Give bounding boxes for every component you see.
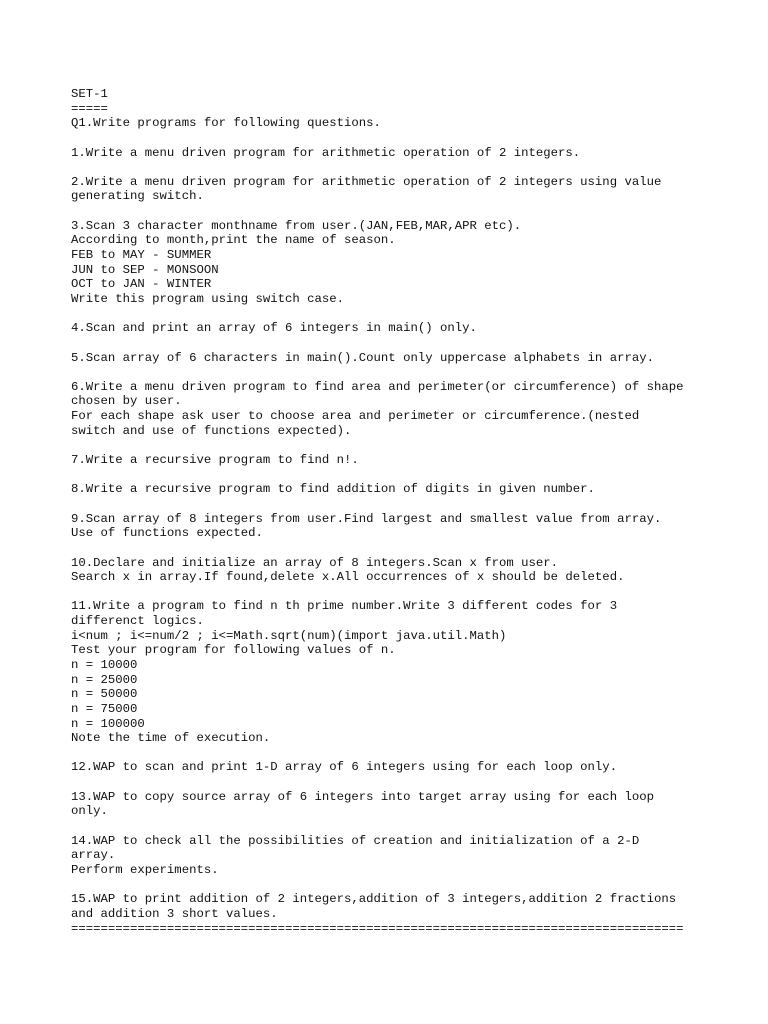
text-line <box>71 307 731 322</box>
text-line <box>71 468 731 483</box>
text-line: 2.Write a menu driven program for arithmetic operation of 2 integers using value <box>71 174 662 189</box>
text-line: switch and use of functions expected). <box>71 423 352 438</box>
text-line: generating switch. <box>71 189 204 204</box>
text-line: =================================================================================== <box>71 921 684 936</box>
text-line: SET-1 <box>71 87 108 101</box>
text-line <box>71 365 731 380</box>
text-line: ===== <box>71 101 108 116</box>
text-line: 4.Scan and print an array of 6 integers in main() only. <box>71 321 477 336</box>
text-line: FEB to MAY - SUMMER <box>71 248 212 263</box>
text-line: Perform experiments. <box>71 862 219 877</box>
text-line: 12.WAP to scan and print 1-D array of 6 integers using for each loop only. <box>71 760 618 775</box>
text-line: Use of functions expected. <box>71 526 263 541</box>
text-line: For each shape ask user to choose area and perimeter or circumference.(nested <box>71 409 640 424</box>
text-line: JUN to SEP - MONSOON <box>71 262 219 277</box>
text-line: Write this program using switch case. <box>71 291 345 306</box>
text-line: According to month,print the name of season. <box>71 233 396 248</box>
text-line: 5.Scan array of 6 characters in main().Count only uppercase alphabets in array. <box>71 350 654 365</box>
text-line: n = 100000 <box>71 716 145 731</box>
document-body <box>71 87 731 936</box>
text-line: n = 10000 <box>71 657 138 672</box>
text-line: 8.Write a recursive program to find addition of digits in given number. <box>71 482 595 497</box>
text-line <box>71 819 731 834</box>
text-line <box>71 497 731 512</box>
text-line: n = 50000 <box>71 687 138 702</box>
text-line <box>71 160 731 175</box>
text-line <box>71 775 731 790</box>
text-line: Test your program for following values of n. <box>71 643 396 658</box>
text-line: i<num ; i<=num/2 ; i<=Math.sqrt(num)(import java.util.Math) <box>71 628 507 643</box>
text-line: 13.WAP to copy source array of 6 integers into target array using for each loop <box>71 789 654 804</box>
text-line <box>71 438 731 453</box>
text-line: Note the time of execution. <box>71 731 271 746</box>
text-line <box>71 204 731 219</box>
text-line <box>71 746 731 761</box>
text-line: differenct logics. <box>71 614 204 629</box>
text-line <box>71 541 731 556</box>
text-line: n = 75000 <box>71 701 138 716</box>
text-line: 15.WAP to print addition of 2 integers,addition of 3 integers,addition 2 fractions <box>71 892 677 907</box>
text-line: Search x in array.If found,delete x.All occurrences of x should be deleted. <box>71 570 625 585</box>
text-line: and addition 3 short values. <box>71 906 278 921</box>
text-line: 1.Write a menu driven program for arithmetic operation of 2 integers. <box>71 145 581 160</box>
text-line: Q1.Write programs for following questions. <box>71 116 381 131</box>
text-line: 6.Write a menu driven program to find area and perimeter(or circumference) of shape <box>71 379 684 394</box>
text-line <box>71 585 731 600</box>
text-line: chosen by user. <box>71 394 182 409</box>
text-line: 7.Write a recursive program to find n!. <box>71 453 359 468</box>
text-line: 3.Scan 3 character monthname from user.(JAN,FEB,MAR,APR etc). <box>71 218 522 233</box>
text-line: 10.Declare and initialize an array of 8 integers.Scan x from user. <box>71 555 559 570</box>
text-line: only. <box>71 804 108 819</box>
text-line <box>71 131 731 146</box>
text-line <box>71 336 731 351</box>
text-line: OCT to JAN - WINTER <box>71 277 212 292</box>
text-line <box>71 878 731 893</box>
text-line: array. <box>71 848 116 863</box>
text-line: n = 25000 <box>71 672 138 687</box>
text-line: 11.Write a program to find n th prime number.Write 3 different codes for 3 <box>71 599 618 614</box>
text-line: 14.WAP to check all the possibilities of creation and initialization of a 2-D <box>71 833 640 848</box>
text-line: 9.Scan array of 8 integers from user.Find largest and smallest value from array. <box>71 511 662 526</box>
